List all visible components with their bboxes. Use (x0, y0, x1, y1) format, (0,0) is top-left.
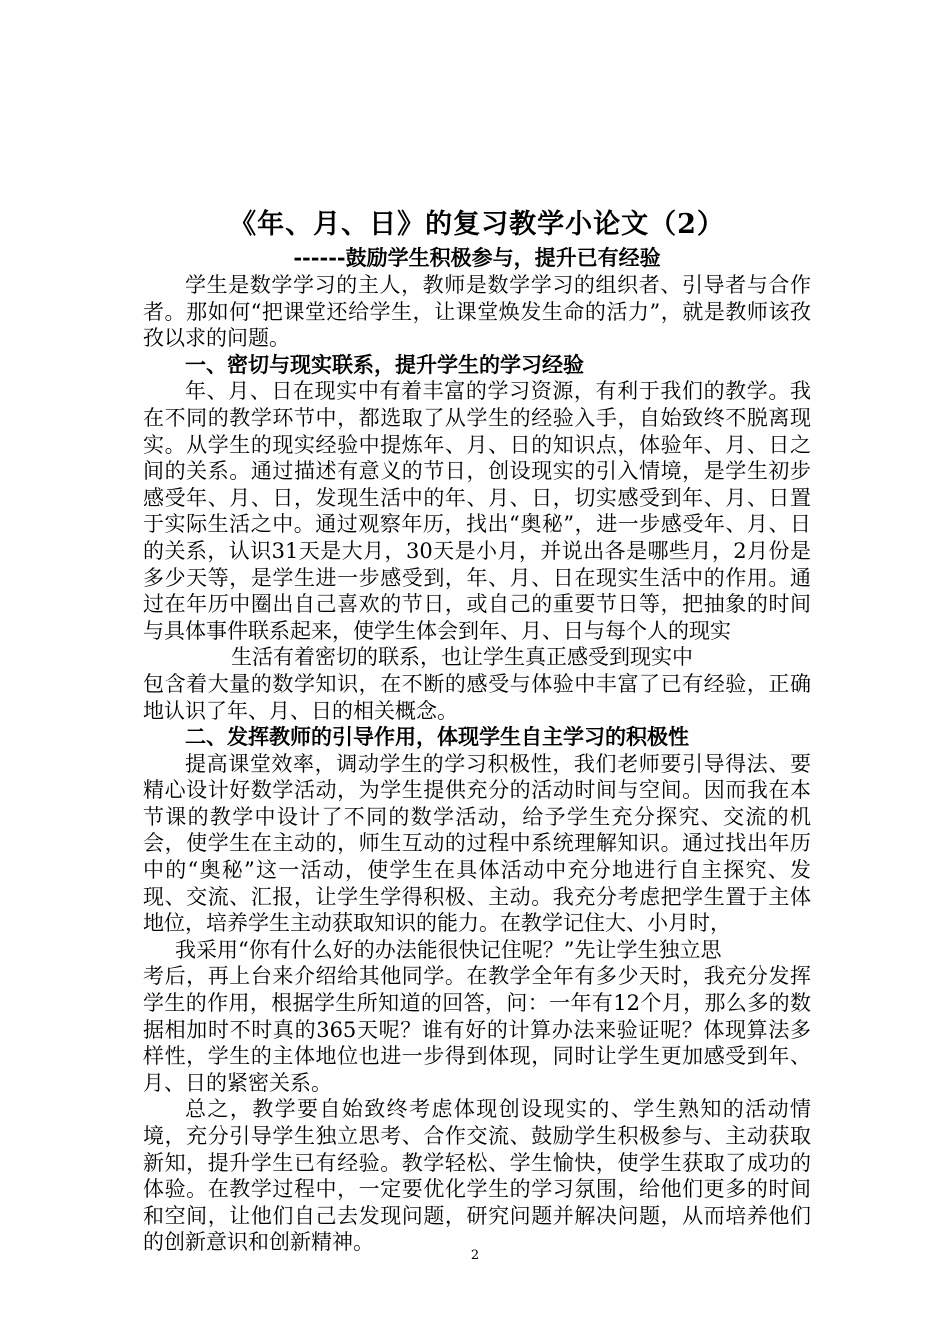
document-subtitle: ------鼓励学生积极参与，提升已有经验 (293, 245, 661, 270)
document-body (143, 206, 811, 1256)
page-number: 2 (470, 1248, 480, 1263)
section-2-paragraph-end: 考后，再上台来介绍给其他同学。在教学全年有多少天时，我充分发挥学生的作用，根据学生所知道的回答，问：一年有12个月，那么多的数据相加时不时真的365天呢？谁有好的计算办法来验证呢？体现算法多样性，学生的主体地位也进一步得到体现，同时让学生更加感受到年、月、日的紧密关系。 (143, 964, 811, 1095)
section-1-paragraph-end: 包含着大量的数学知识，在不断的感受与体验中丰富了已有经验，正确地认识了年、月、日的相关概念。 (143, 671, 811, 723)
conclusion-paragraph: 总之，教学要自始致终考虑体现创设现实的、学生熟知的活动情境，充分引导学生独立思考、合作交流、鼓励学生积极参与、主动获取新知，提升学生已有经验。教学轻松、学生愉快，使学生获取了成功的体验。在教学过程中，一定要优化学生的学习氛围，给他们更多的时间和空间，让他们自己去发现问题，研究问题并解决问题，从而培养他们的创新意识和创新精神。 (143, 1097, 811, 1255)
section-1-heading: 一、密切与现实联系，提升学生的学习经验 (185, 351, 584, 377)
section-1-paragraph-continued: 生活有着密切的联系，也让学生真正感受到现实中 (231, 645, 693, 670)
section-1-paragraph: 年、月、日在现实中有着丰富的学习资源，有利于我们的教学。我在不同的教学环节中，都选取了从学生的经验入手，自始致终不脱离现实。从学生的现实经验中提炼年、月、日的知识点，体验年、月、日之间的关系。通过描述有意义的节日，创设现实的引入情境，是学生初步感受年、月、日，发现生活中的年、月、日，切实感受到年、月、日置于实际生活之中。通过观察年历，找出“奥秘”，进一步感受年、月、日的关系，认识31天是大月，30天是小月，并说出各是哪些月，2月份是多少天等，是学生进一步感受到，年、月、日在现实生活中的作用。通过在年历中圈出自己喜欢的节日，或自己的重要节日等，把抽象的时间与具体事件联系起来，使学生体会到年、月、日与每个人的现实 (143, 379, 811, 643)
document-title: 《年、月、日》的复习教学小论文（2） (229, 209, 725, 240)
intro-paragraph: 学生是数学学习的主人，教师是数学学习的组织者、引导者与合作者。那如何“把课堂还给学生，让课堂焕发生命的活力”，就是教师该孜孜以求的问题。 (143, 273, 811, 351)
section-2-paragraph-continued: 我采用“你有什么好的办法能很快记住呢？”先让学生独立思 (175, 937, 722, 962)
section-2-heading: 二、发挥教师的引导作用，体现学生自主学习的积极性 (185, 724, 689, 750)
section-2-paragraph: 提高课堂效率，调动学生的学习积极性，我们老师要引导得法、要精心设计好数学活动，为学生提供充分的活动时间与空间。因而我在本节课的教学中设计了不同的数学活动，给予学生充分探究、交流的机会，使学生在主动的，师生互动的过程中系统理解知识。通过找出年历中的“奥秘”这一活动，使学生在具体活动中充分地进行自主探究、发现、交流、汇报，让学生学得积极、主动。我充分考虑把学生置于主体地位，培养学生主动获取知识的能力。在教学记住大、小月时， (143, 751, 811, 936)
